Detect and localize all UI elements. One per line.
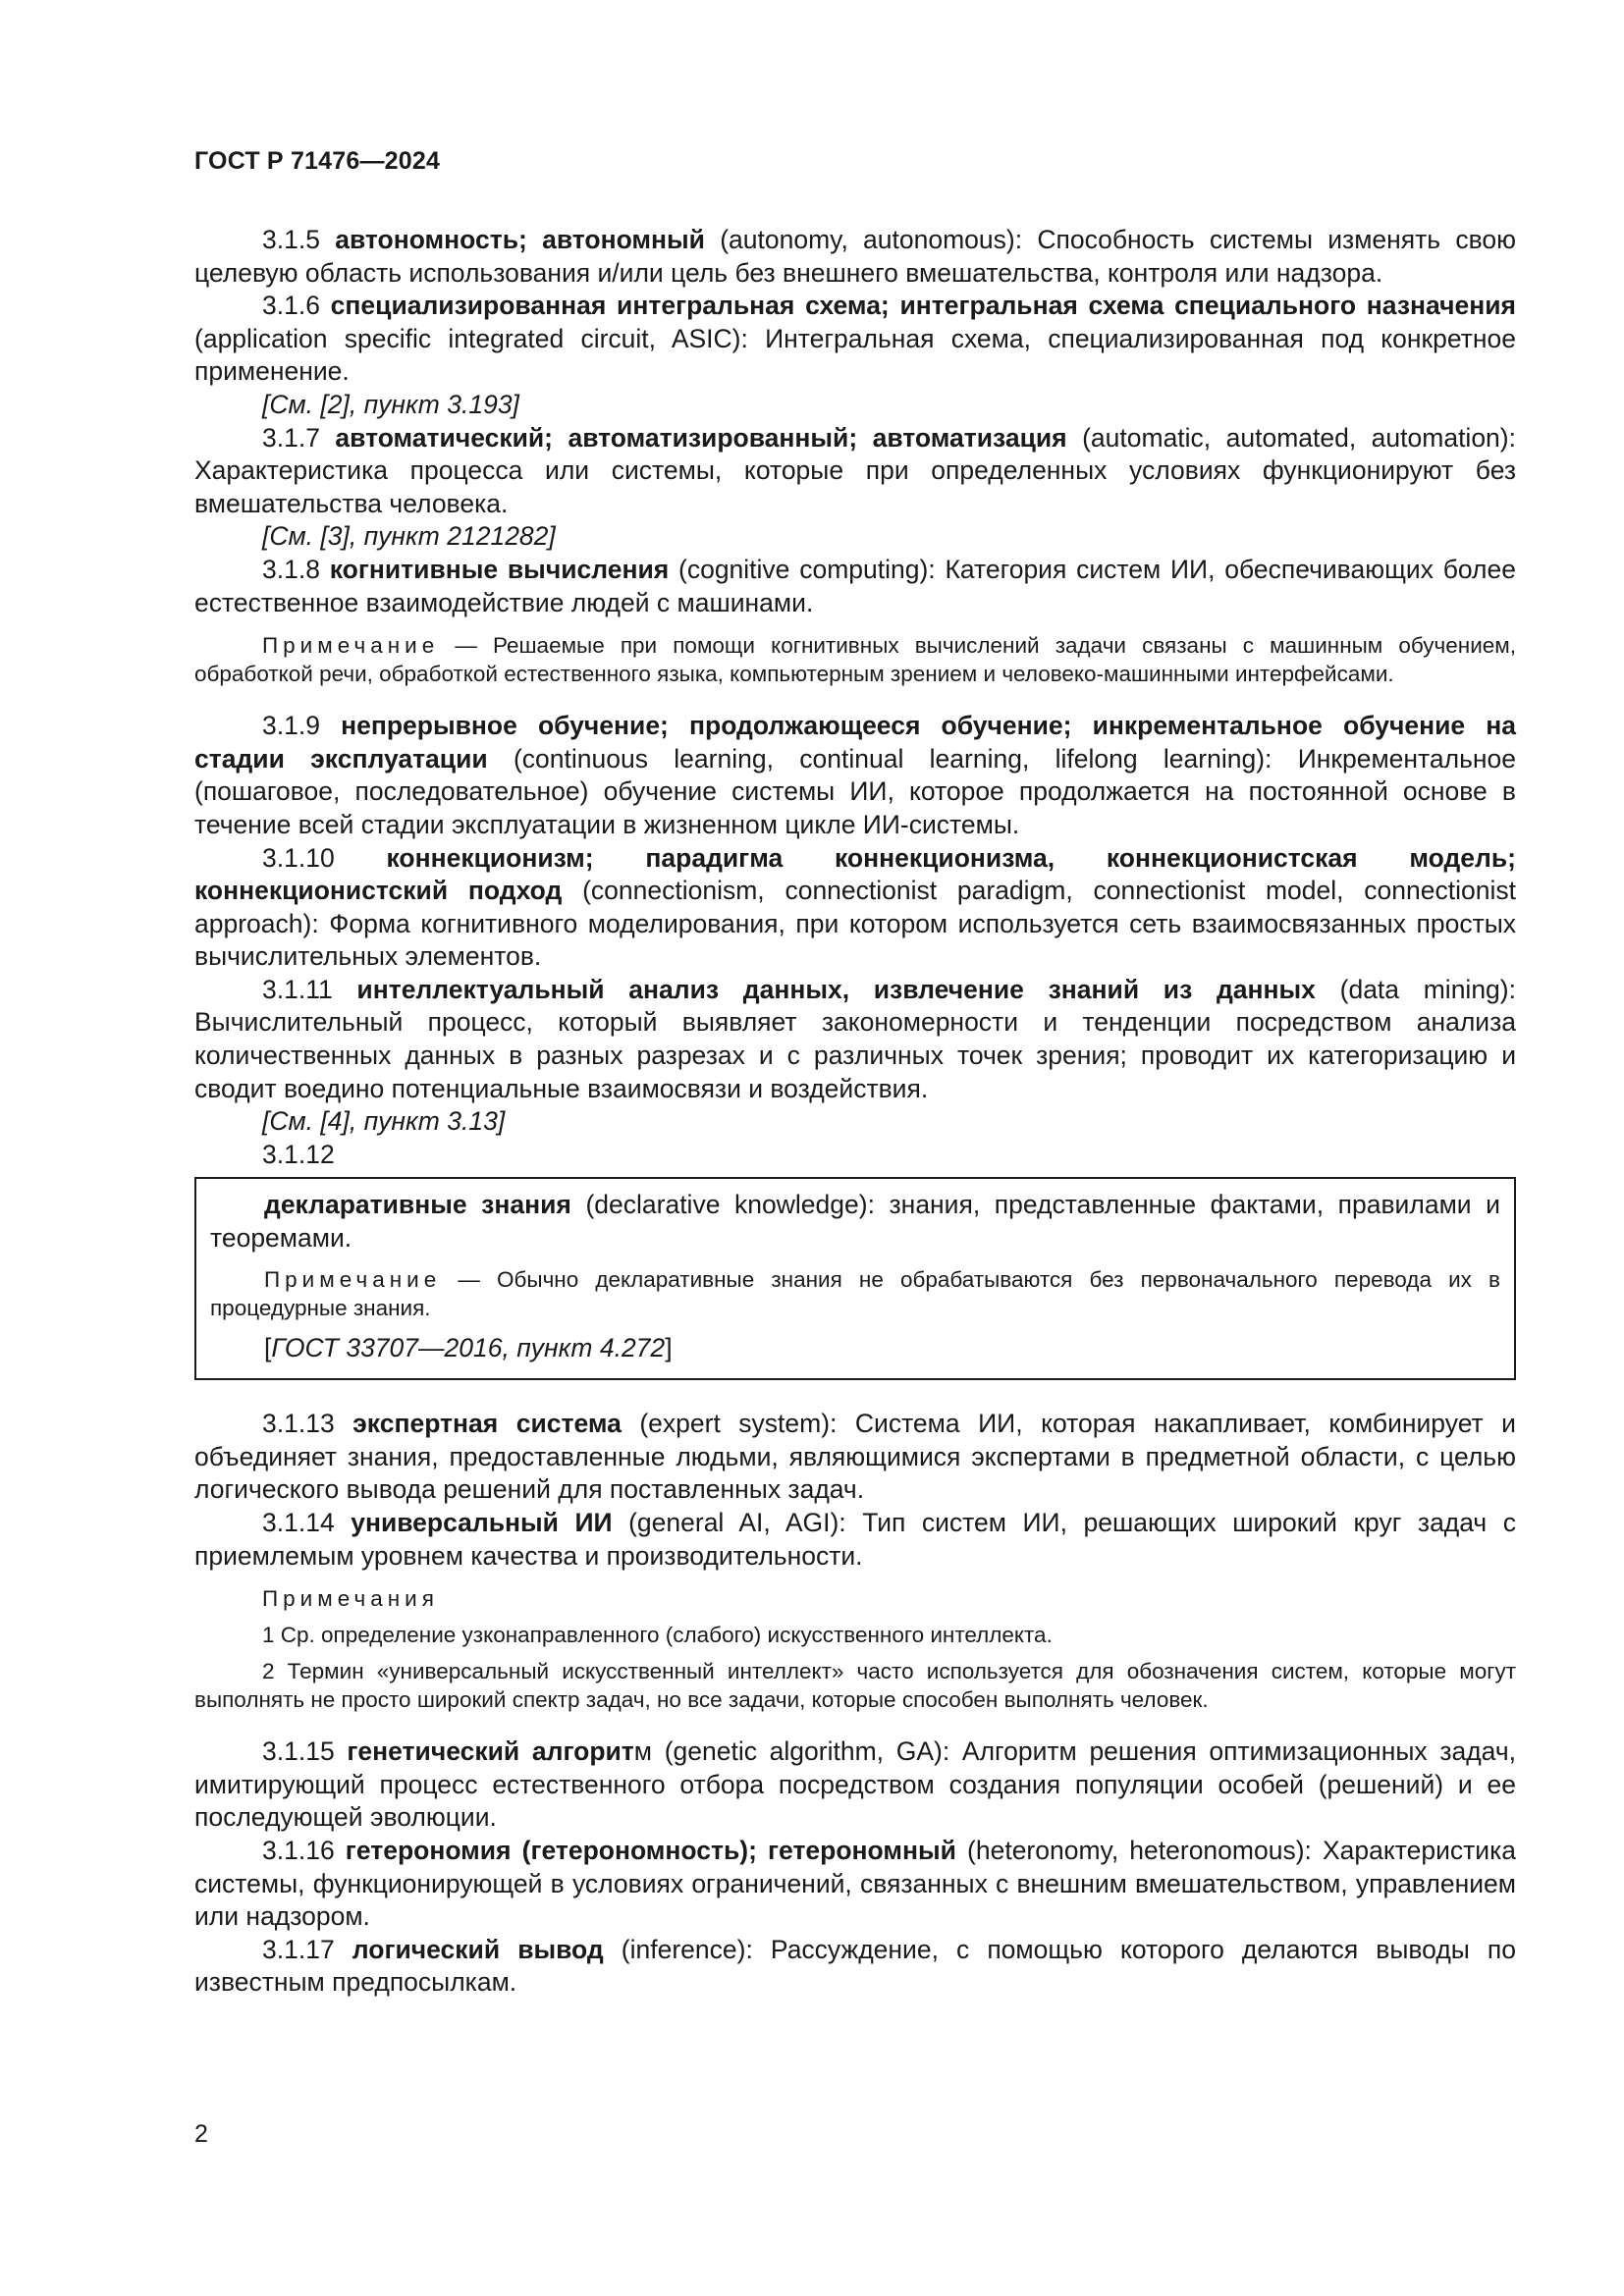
term-name: когнитивные вычисления <box>329 554 670 584</box>
term-3-1-9 <box>194 710 1516 841</box>
term-source: [См. [4], пункт 3.13] <box>262 1106 506 1137</box>
term-definition: (general AI, AGI): Тип систем ИИ, решающих широкий круг задач с приемлемым уровнем качества и производительности. <box>194 1508 1516 1571</box>
term-number: 3.1.9 <box>262 711 342 741</box>
term-note <box>194 631 1516 688</box>
term-name: декларативные знания <box>264 1190 571 1220</box>
term-name-tail: м <box>633 1736 652 1767</box>
term-number: 3.1.6 <box>262 291 331 321</box>
term-3-1-11 <box>194 974 1516 1105</box>
term-definition: (continuous learning, continual learning, lifelong learning): Инкрементальное (пошаговое, последовательное) обучение системы ИИ, которое продолжается на постоянной основе в течение всей стадии эксплуатации в жизненном цикле ИИ-системы. <box>194 743 1516 839</box>
notes-label: Примечания <box>262 1586 439 1612</box>
term-name: специализированная интегральная схема; интегральная схема специального назначения <box>330 291 1516 321</box>
term-3-1-15 <box>194 1735 1516 1835</box>
term-name: логический вывод <box>352 1934 604 1964</box>
term-number: 3.1.17 <box>262 1934 352 1964</box>
term-number: 3.1.14 <box>262 1508 352 1537</box>
term-3-1-6 <box>194 290 1516 389</box>
term-source: [ГОСТ 33707—2016, пункт 4.272] <box>264 1332 673 1362</box>
term-name: универсальный ИИ <box>351 1508 613 1537</box>
term-note <box>210 1265 1500 1322</box>
document-header: ГОСТ Р 71476—2024 <box>194 147 441 175</box>
term-3-1-17 <box>194 1934 1516 2000</box>
term-number: 3.1.15 <box>262 1736 348 1767</box>
term-3-1-8 <box>194 554 1516 619</box>
term-number: 3.1.11 <box>262 974 357 1004</box>
term-name: непрерывное обучение; продолжающееся обучение; инкрементальное обучение на стадии эксплуатации <box>194 711 1516 774</box>
term-name: генетический алгорит <box>347 1736 634 1767</box>
term-3-1-14 <box>194 1507 1516 1573</box>
term-number: 3.1.13 <box>262 1409 353 1439</box>
term-name: коннекционизм; парадигма коннекционизма, коннекционистская модель; коннекционистский подход <box>194 842 1516 906</box>
term-definition: (application specific integrated circuit, ASIC): Интегральная схема, специализированная под конкретное применение. <box>194 323 1516 387</box>
term-definition: (declarative knowledge): знания, представленные фактами, правилами и теоремами. <box>210 1190 1500 1254</box>
term-3-1-12 <box>210 1189 1500 1255</box>
term-3-1-7 <box>194 422 1516 521</box>
term-definition: (heteronomy, heteronomous): Характеристика системы, функционирующей в условиях ограничений, связанных с внешним вмешательством, управлением или надзором. <box>194 1835 1517 1932</box>
term-definition: (connectionism, connectionist paradigm, connectionist model, connectionist approach): Форма когнитивного моделирования, при котором используется сеть взаимосвязанных простых вычислительных элементов. <box>194 876 1516 972</box>
term-number: 3.1.5 <box>262 225 336 254</box>
framed-term-box <box>194 1177 1516 1380</box>
term-3-1-10 <box>194 842 1516 974</box>
term-definition: (genetic algorithm, GA): Алгоритм решения оптимизационных задач, имитирующий процесс естественного отбора посредством создания популяции особей (решений) и ее последующей эволюции. <box>194 1736 1517 1833</box>
term-name: автоматический; автоматизированный; автоматизация <box>335 422 1067 453</box>
term-number: 3.1.7 <box>262 422 336 453</box>
term-number: 3.1.8 <box>262 554 330 584</box>
term-definition: (autonomy, autonomous): Способность системы изменять свою целевую область использования и/или цель без внешнего вмешательства, контроля или надзора. <box>194 225 1516 288</box>
term-definition: (expert system): Система ИИ, которая накапливает, комбинирует и объединяет знания, предоставленные людьми, являющимися экспертами в предметной области, с целью логического вывода решений для поставленных задач. <box>194 1409 1516 1505</box>
term-source: [См. [3], пункт 2121282] <box>262 521 556 552</box>
term-name: интеллектуальный анализ данных, извлечение знаний из данных <box>356 974 1316 1004</box>
term-number-3-1-12: 3.1.12 <box>262 1139 335 1169</box>
term-3-1-5 <box>194 224 1516 290</box>
note-item: 1 Ср. определение узконаправленного (слабого) искусственного интеллекта. <box>262 1623 1053 1648</box>
term-definition: (automatic, automated, automation): Характеристика процесса или системы, которые при определенных условиях функционируют без вмешательства человека. <box>194 422 1516 518</box>
term-name: экспертная система <box>352 1409 622 1439</box>
term-source: [См. [2], пункт 3.193] <box>262 389 519 419</box>
note-item: 2 Термин «универсальный искусственный интеллект» часто используется для обозначения систем, которые могут выполнять не просто широкий спектр задач, но все задачи, которые способен выполнять человек. <box>194 1659 1516 1713</box>
source-reference: ГОСТ 33707—2016, пункт 4.272 <box>271 1332 666 1362</box>
note-label: Примечание <box>262 633 440 659</box>
page-number: 2 <box>194 2120 208 2148</box>
note-text: — Решаемые при помощи когнитивных вычислений задачи связаны с машинным обучением, обработкой речи, обработкой естественного языка, компьютерным зрением и человеко-машинными интерфейсами. <box>194 633 1516 687</box>
term-number: 3.1.10 <box>262 842 387 873</box>
term-definition: (inference): Рассуждение, с помощью которого делаются выводы по известным предпосылкам. <box>194 1934 1516 1998</box>
term-definition: (data mining): Вычислительный процесс, который выявляет закономерности и тенденции посредством анализа количественных данных в разных разрезах и с различных точек зрения; проводит их категоризацию и сводит воедино потенциальные взаимосвязи и воздействия. <box>194 974 1516 1103</box>
note-text: — Обычно декларативные знания не обрабатываются без первоначального перевода их в процедурные знания. <box>210 1266 1500 1320</box>
term-3-1-16 <box>194 1835 1516 1934</box>
term-number: 3.1.16 <box>262 1835 346 1865</box>
term-3-1-13 <box>194 1408 1516 1507</box>
term-name: автономность; автономный <box>335 225 705 254</box>
document-body <box>194 224 1516 2000</box>
note-label: Примечание <box>264 1266 442 1292</box>
term-definition: (cognitive computing): Категория систем ИИ, обеспечивающих более естественное взаимодействие людей с машинами. <box>194 554 1516 617</box>
term-name: гетерономия (гетерономность); гетерономный <box>345 1835 956 1865</box>
